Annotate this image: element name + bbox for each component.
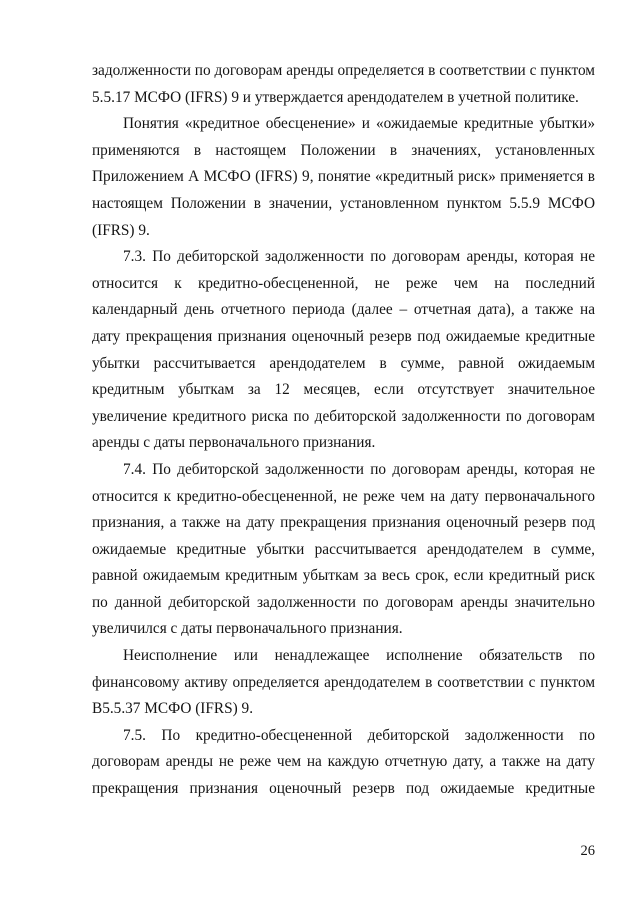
page-number: 26: [580, 843, 595, 859]
paragraph-7-4: 7.4. По дебиторской задолженности по договорам аренды, которая не относится к кредитно-обесцененной, не реже чем на дату первоначального признания, а также на дату прекращения признания оценочный резерв под ожидаемые кредитные убытки рассчитывается арендодателем в сумме, равной ожидаемым кредитным убыткам за весь срок, если кредитный риск по данной дебиторской задолженности по договорам аренды значительно увеличился с даты первоначального признания.: [92, 460, 595, 638]
paragraph-7-5: 7.5. По кредитно-обесцененной дебиторской задолженности по договорам аренды не реже чем на каждую отчетную дату, а также на дату прекращения признания оценочный резерв под ожидаемые кредитные: [92, 726, 595, 798]
paragraph-continuation: задолженности по договорам аренды определяется в соответствии с пунктом 5.5.17 МСФО (IFRS) 9 и утверждается арендодателем в учетной политике.: [92, 62, 595, 106]
paragraph-default: Неисполнение или ненадлежащее исполнение обязательств по финансовому активу определяется арендодателем в соответствии с пунктом B5.5.37 МСФО (IFRS) 9.: [92, 647, 595, 718]
document-body: [92, 58, 595, 803]
paragraph-7-3: 7.3. По дебиторской задолженности по договорам аренды, которая не относится к кредитно-обесцененной, не реже чем на последний календарный день отчетного периода (далее – отчетная дата), а также на дату прекращения признания оценочный резерв под ожидаемые кредитные убытки рассчитывается арендодателем в сумме, равной ожидаемым кредитным убыткам за 12 месяцев, если отсутствует значительное увеличение кредитного риска по дебиторской задолженности по договорам аренды с даты первоначального признания.: [92, 248, 595, 452]
paragraph-definitions: Понятия «кредитное обесценение» и «ожидаемые кредитные убытки» применяются в настоящем Положении в значениях, установленных Приложением А МСФО (IFRS) 9, понятие «кредитный риск» применяется в настоящем Положении в значении, установленном пунктом 5.5.9 МСФО (IFRS) 9.: [92, 115, 595, 239]
